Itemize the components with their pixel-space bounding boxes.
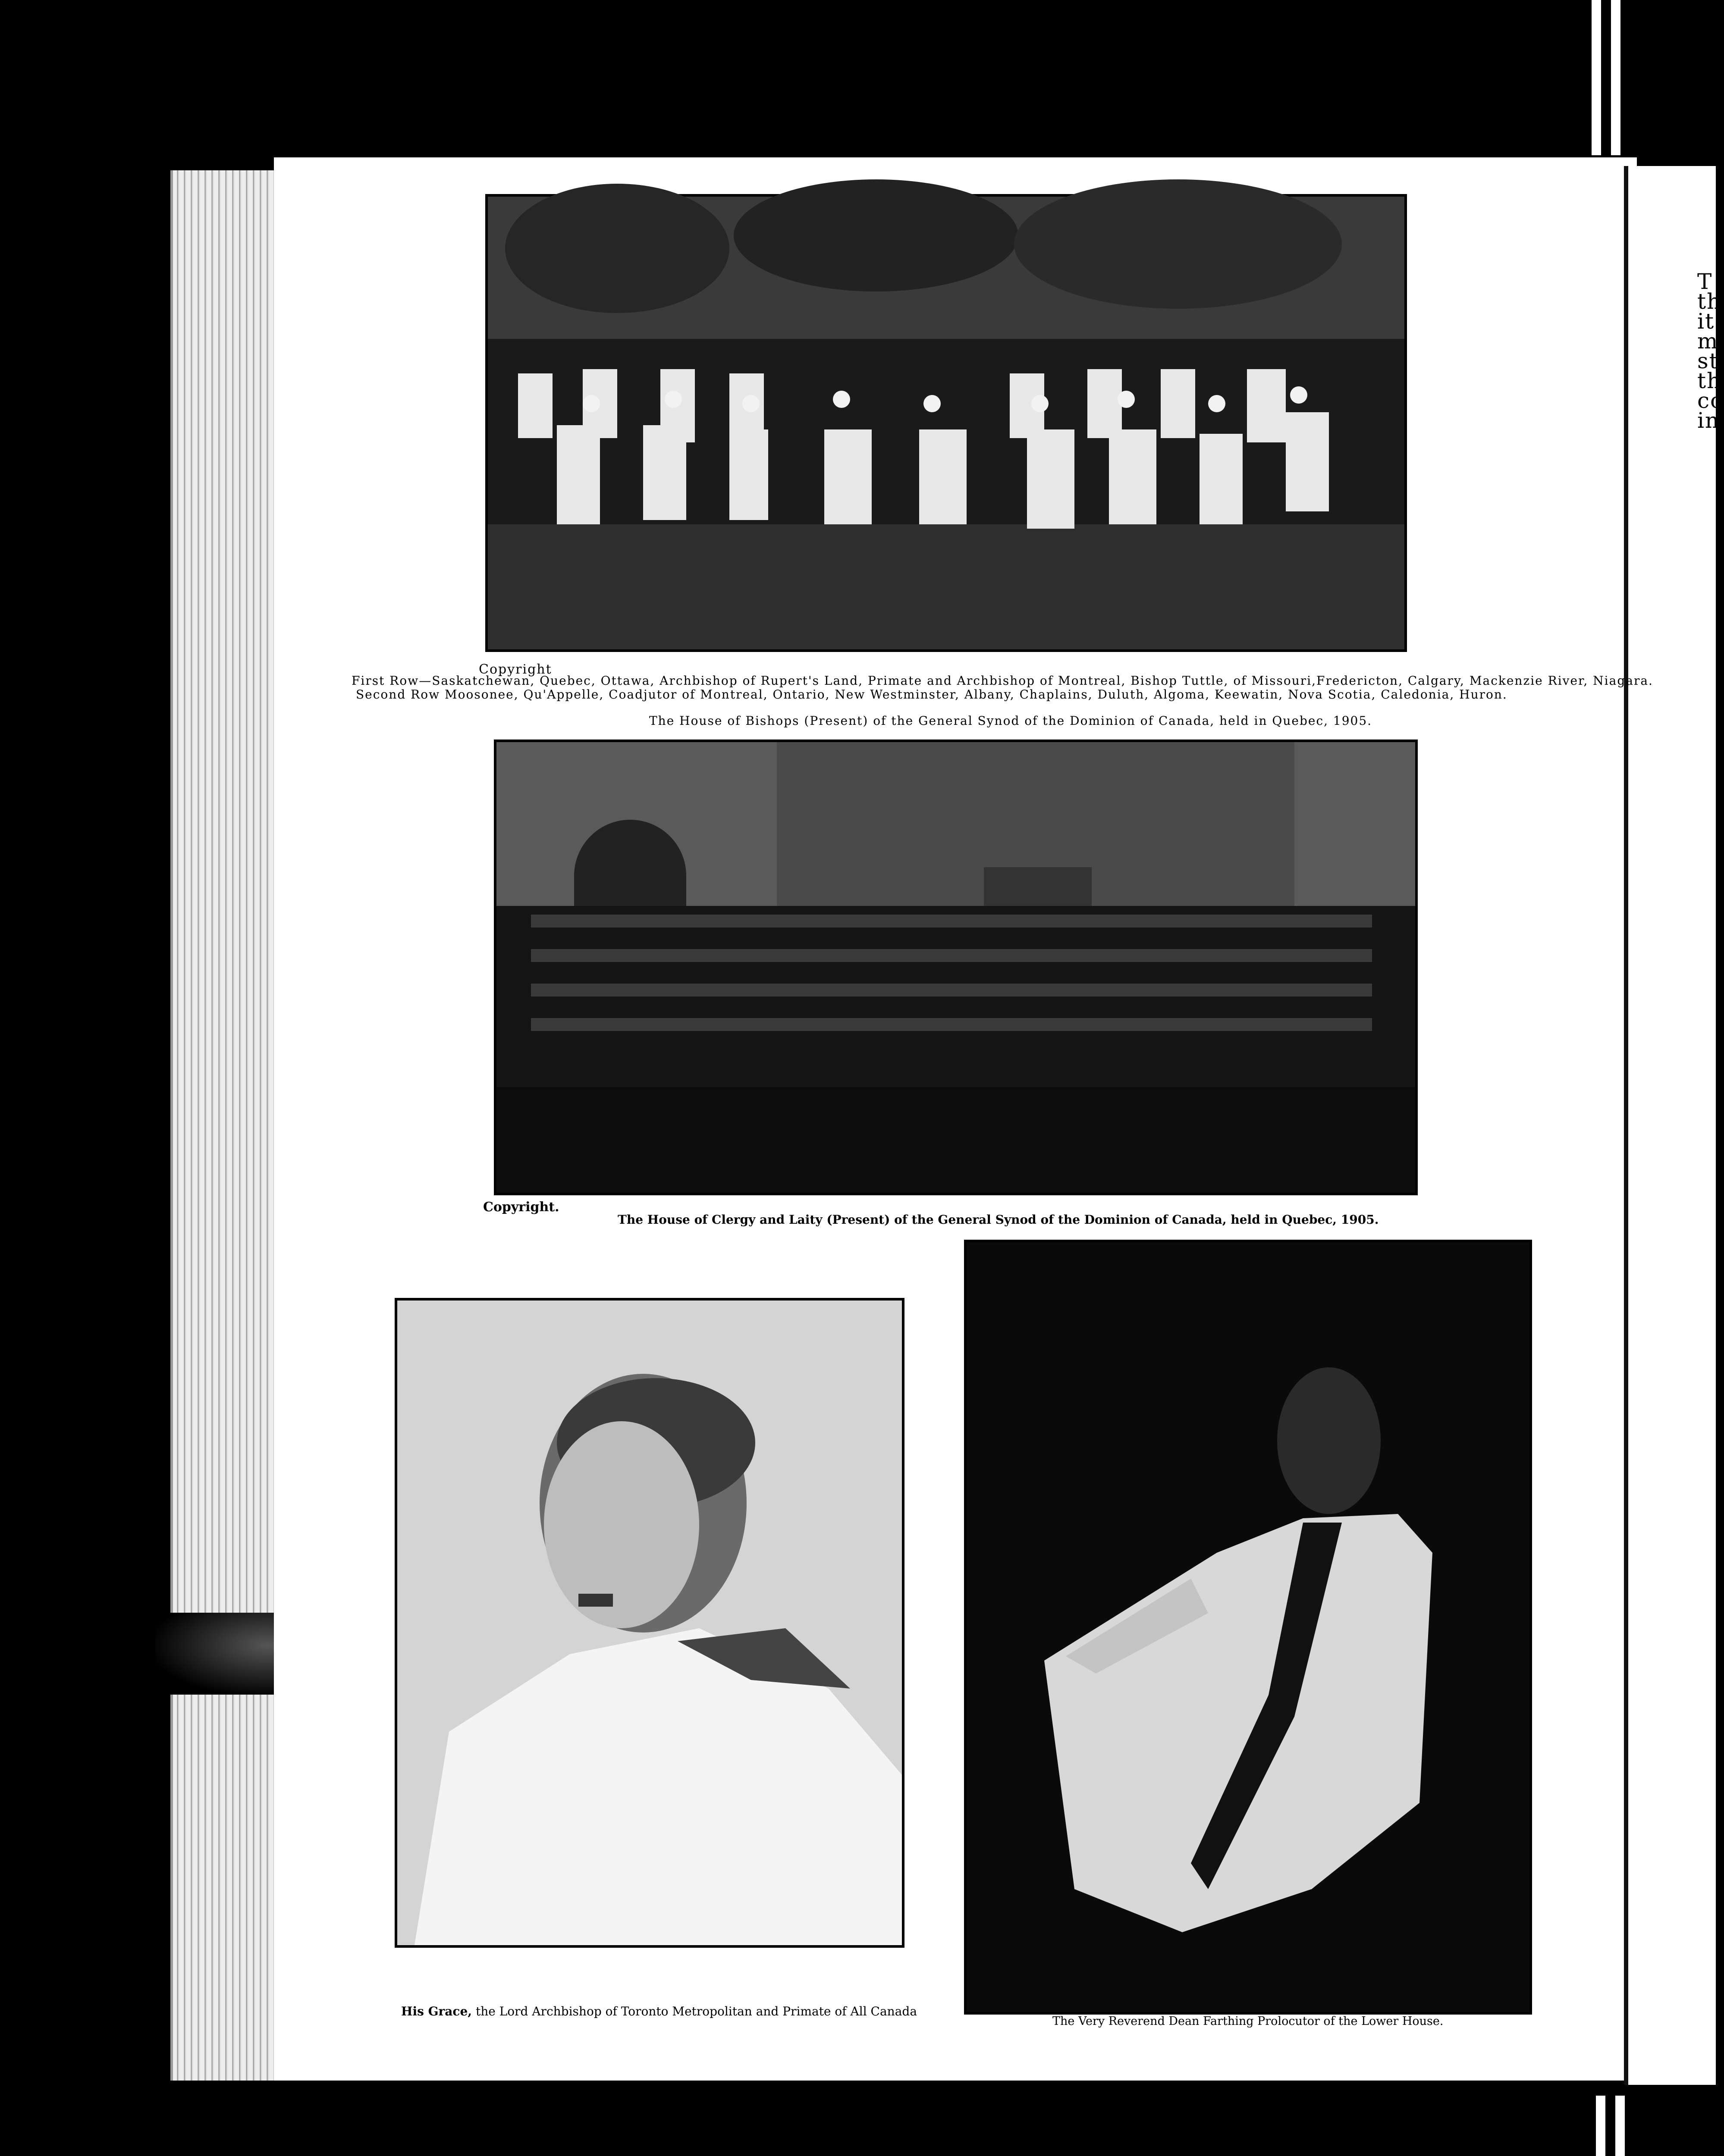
clergy-group-image bbox=[496, 742, 1415, 1193]
bishops-first-row-names: First Row—Saskatchewan, Quebec, Ottawa, Archbishop of Rupert's Land, Primate and Archbishop of Montreal, Bishop Tuttle, of Missouri,Fredericton, Calgary, Mackenzie River, Niagara. bbox=[352, 674, 1653, 688]
adjacent-text-line: th bbox=[1697, 289, 1722, 314]
dean-farthing-portrait bbox=[964, 1240, 1532, 2015]
house-of-clergy-laity-photo bbox=[494, 740, 1418, 1195]
dean-farthing-image bbox=[967, 1242, 1529, 2012]
film-bar-bottom-right bbox=[1615, 2096, 1625, 2156]
adjacent-text-line: th bbox=[1697, 368, 1722, 393]
archbishop-caption-text: the Lord Archbishop of Toronto Metropolitan and Primate of All Canada bbox=[475, 2004, 917, 2018]
archbishop-caption bbox=[401, 2004, 917, 2018]
clergy-caption: The House of Clergy and Laity (Present) of the General Synod of the Dominion of Canada, held in Quebec, 1905. bbox=[618, 1213, 1379, 1227]
archbishop-image bbox=[397, 1300, 902, 1945]
bishops-second-row-names: Second Row Moosonee, Qu'Appelle, Coadjutor of Montreal, Ontario, New Westminster, Albany, Chaplains, Duluth, Algoma, Keewatin, Nova Scotia, Caledonia, Huron. bbox=[356, 687, 1507, 702]
adjacent-text-line: st bbox=[1697, 348, 1719, 373]
adjacent-text-line: m bbox=[1697, 329, 1719, 354]
dean-farthing-caption: The Very Reverend Dean Farthing Prolocutor of the Lower House. bbox=[1052, 2015, 1444, 2028]
film-bar-top-left bbox=[1592, 0, 1601, 155]
film-bar-bottom-left bbox=[1596, 2096, 1605, 2156]
film-bar-top-right bbox=[1611, 0, 1620, 155]
adjacent-text-line: it bbox=[1697, 309, 1715, 334]
adjacent-text-line: in bbox=[1697, 408, 1720, 433]
book-page-edges bbox=[170, 170, 276, 2081]
archbishop-caption-title: His Grace, bbox=[401, 2004, 472, 2018]
house-of-bishops-photo bbox=[485, 194, 1407, 652]
bishops-copyright: Copyright bbox=[479, 662, 552, 677]
adjacent-text-line: co bbox=[1697, 388, 1724, 413]
adjacent-text-line: T bbox=[1697, 269, 1713, 294]
clergy-copyright: Copyright. bbox=[483, 1200, 559, 1215]
adjacent-page-text bbox=[1697, 269, 1724, 433]
adjacent-page bbox=[1624, 166, 1716, 2085]
bishops-group-image bbox=[488, 197, 1404, 649]
archbishop-portrait bbox=[395, 1298, 904, 1948]
bishops-caption: The House of Bishops (Present) of the General Synod of the Dominion of Canada, held in Quebec, 1905. bbox=[649, 714, 1372, 728]
